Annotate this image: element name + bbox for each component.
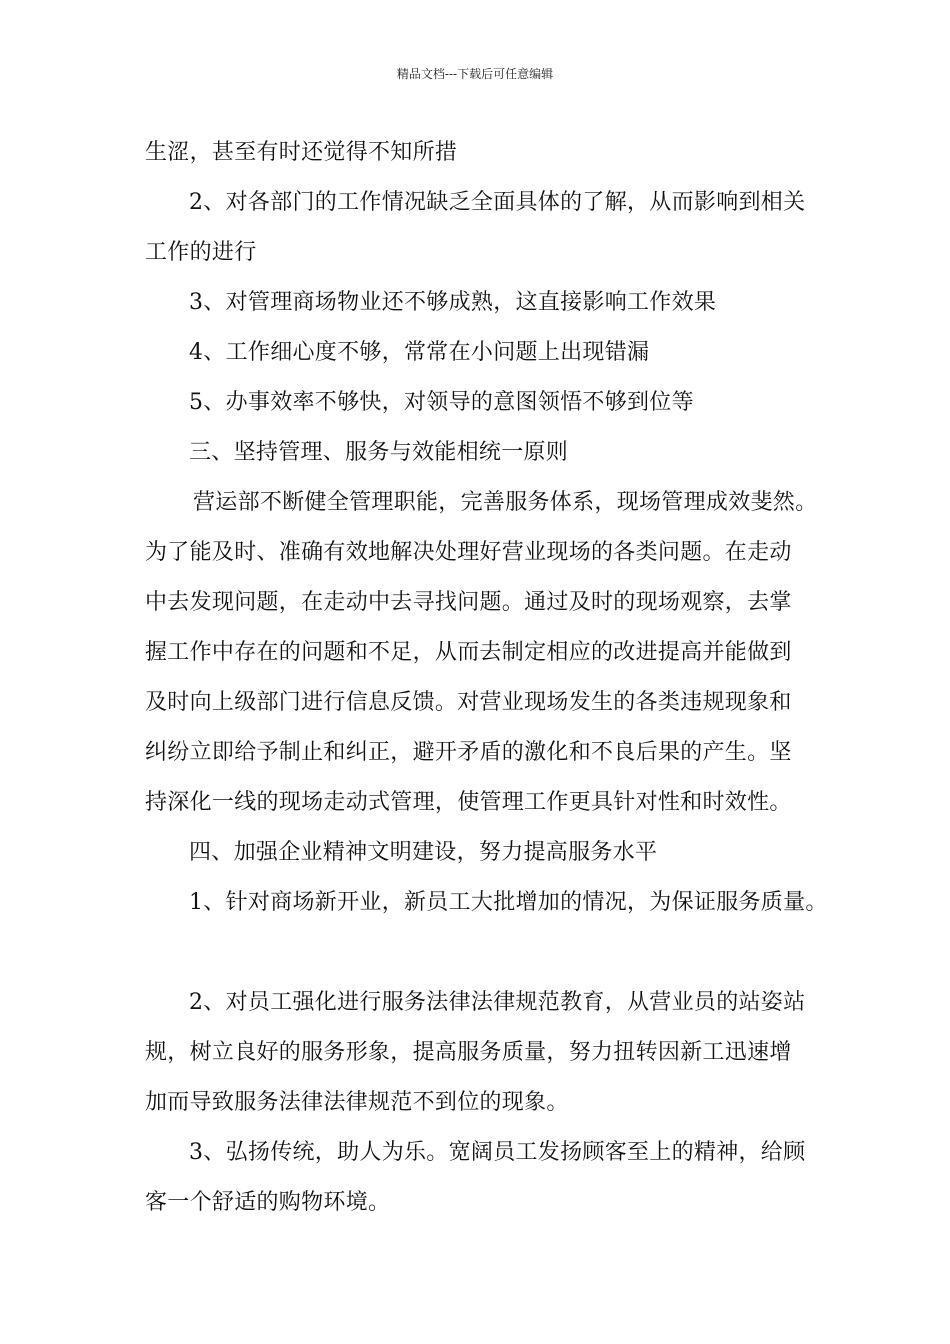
paragraph-line: 握工作中存在的问题和不足，从而去制定相应的改进提高并能做到 [145, 640, 792, 665]
paragraph-line: 纠纷立即给予制止和纠正，避开矛盾的激化和不良后果的产生。坚 [145, 740, 792, 765]
page-header: 精品文档---下载后可任意编辑 [396, 67, 554, 81]
text-line: 生涩，甚至有时还觉得不知所措 [145, 140, 458, 165]
section-heading-3: 三、坚持管理、服务与效能相统一原则 [189, 440, 569, 465]
paragraph-line: 客一个舒适的购物环境。 [145, 1190, 391, 1215]
section-heading-4: 四、加强企业精神文明建设，努力提高服务水平 [189, 840, 658, 865]
paragraph-line: 为了能及时、准确有效地解决处理好营业现场的各类问题。在走动 [145, 540, 792, 565]
list-item-3b: 3、弘扬传统，助人为乐。宽阔员工发扬顾客至上的精神，给顾 [189, 1140, 806, 1165]
list-item-3: 3、对管理商场物业还不够成熟，这直接影响工作效果 [189, 290, 717, 315]
list-item-2b: 2、对员工强化进行服务法律法律规范教育，从营业员的站姿站 [189, 990, 806, 1015]
paragraph-line: 中去发现问题，在走动中去寻找问题。通过及时的现场观察，去掌 [145, 590, 792, 615]
paragraph-first-line: 营运部不断健全管理职能，完善服务体系，现场管理成效斐然。 [193, 490, 818, 515]
list-item-5: 5、办事效率不够快，对领导的意图领悟不够到位等 [189, 390, 694, 415]
paragraph-line: 持深化一线的现场走动式管理，使管理工作更具针对性和时效性。 [145, 790, 792, 815]
paragraph-line: 及时向上级部门进行信息反馈。对营业现场发生的各类违规现象和 [145, 690, 792, 715]
document-body [145, 128, 828, 1228]
list-item-1: 1、针对商场新开业，新员工大批增加的情况，为保证服务质量。 [189, 890, 828, 915]
text-line: 工作的进行 [145, 240, 257, 265]
list-item-2: 2、对各部门的工作情况缺乏全面具体的了解，从而影响到相关 [189, 190, 806, 215]
paragraph-line: 加而导致服务法律法律规范不到位的现象。 [145, 1090, 569, 1115]
list-item-4: 4、工作细心度不够，常常在小问题上出现错漏 [189, 340, 650, 365]
paragraph-line: 规，树立良好的服务形象，提高服务质量，努力扭转因新工迅速增 [145, 1040, 792, 1065]
blank-line [145, 928, 825, 978]
